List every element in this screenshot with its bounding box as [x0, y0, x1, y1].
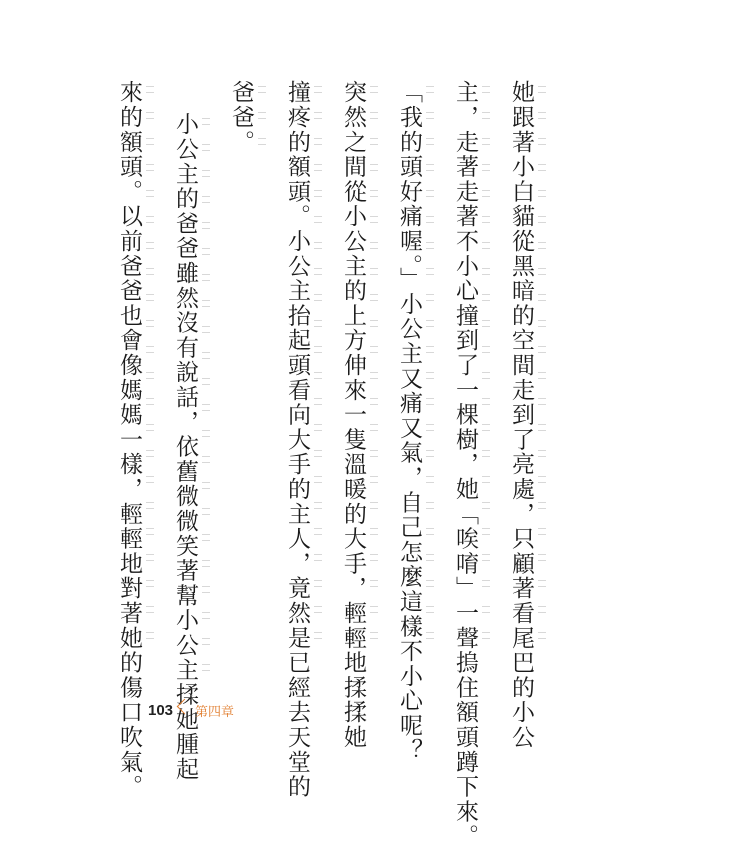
- text-column-3: 「我的頭好痛喔。」小公主又痛又氣，自己怎麼這樣不小心呢？: [396, 80, 422, 763]
- text-column-4: 突然之間從小公主的上方伸來一隻溫暖的大手，輕輕地揉揉她: [340, 80, 366, 750]
- phonetic-guide-1: [538, 80, 546, 640]
- phonetic-guide-5: [314, 80, 322, 640]
- phonetic-guide-7: [202, 112, 210, 672]
- phonetic-guide-3: [426, 80, 434, 640]
- phonetic-guide-2: [482, 80, 490, 640]
- page-footer: [148, 698, 234, 722]
- phonetic-guide-4: [370, 80, 378, 640]
- text-column-8: 來的額頭。以前爸爸也會像媽媽一樣，輕輕地對著她的傷口吹氣。: [116, 80, 142, 800]
- text-column-6: 爸爸。: [228, 80, 254, 155]
- text-column-1: 她跟著小白貓從黑暗的空間走到了亮處，只顧著看尾巴的小公: [508, 80, 534, 750]
- text-column-2: 主，走著走著不小心撞到了一棵樹，她「唉唷」一聲摀住額頭蹲下來。: [452, 80, 478, 849]
- text-column-5: 撞疼的額頭。小公主抬起頭看向大手的主人，竟然是已經去天堂的: [284, 80, 310, 800]
- phonetic-guide-8: [146, 80, 154, 640]
- page-number: 103: [148, 701, 174, 719]
- phonetic-guide-6: [258, 80, 266, 150]
- text-column-7: 小公主的爸爸雖然沒有說話，依舊微微笑著幫小公主揉她腫起: [172, 112, 198, 782]
- chapter-label: 第四章: [195, 703, 235, 719]
